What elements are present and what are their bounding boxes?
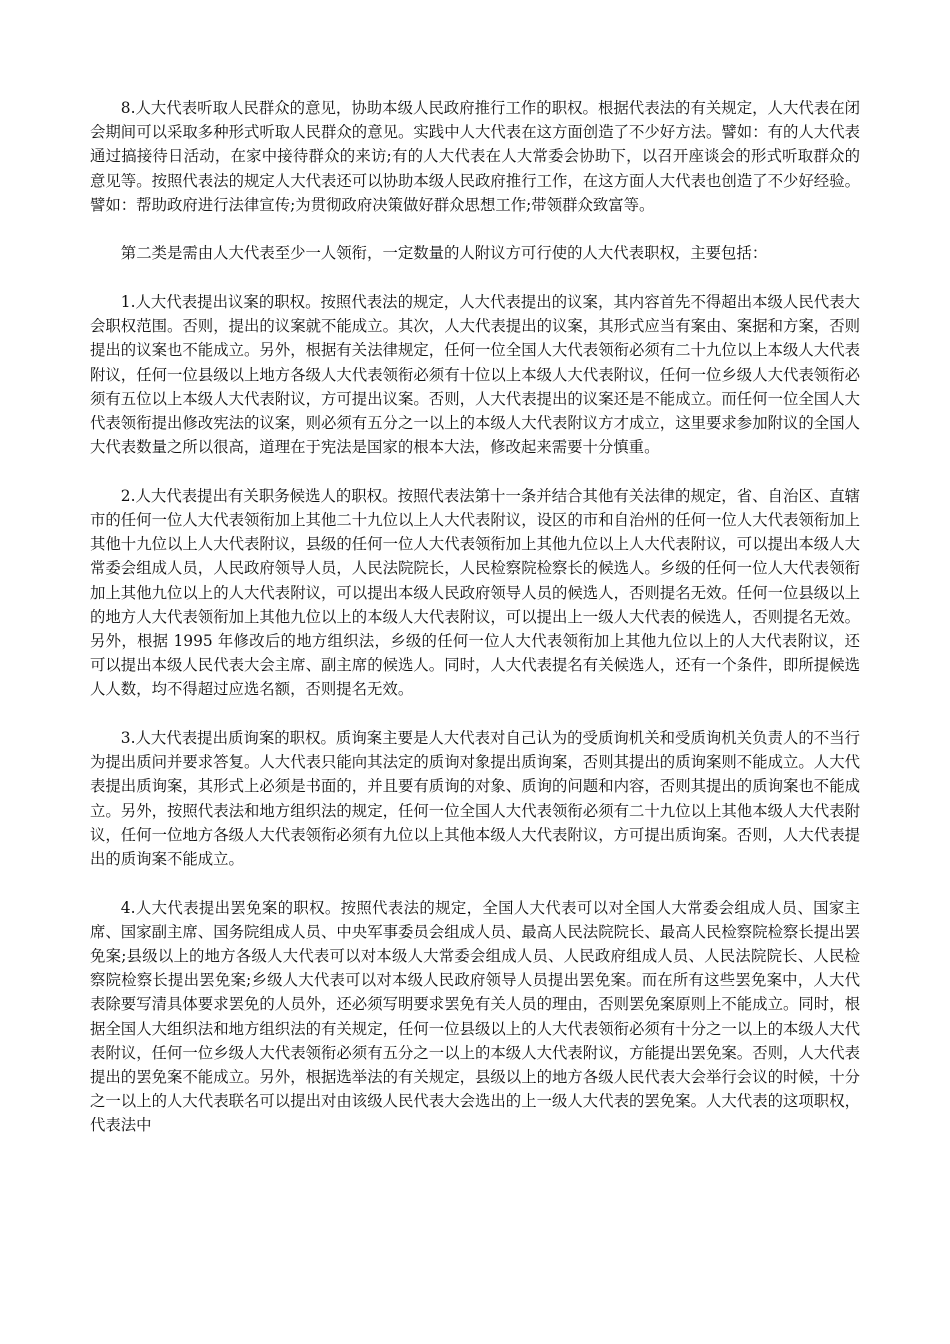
paragraph-section-2-candidates: 2.人大代表提出有关职务候选人的职权。按照代表法第十一条并结合其他有关法律的规定，省、自治区、直辖市的任何一位人大代表领衔加上其他二十九位以上人大代表附议，设区的市和自治州的任何一位人大代表领衔加上其他十九位以上人大代表附议，县级的任何一位人大代表领衔加上其他九位以上人大代表附议，可以提出本级人大常委会组成人员，人民政府领导人员，人民法院院长，人民检察院检察长的候选人。乡级的任何一位人大代表领衔加上其他九位以上的人大代表附议，可以提出本级人民政府领导人员的候选人，否则提名无效。任何一位县级以上的地方人大代表领衔加上其他九位以上的本级人大代表附议，可以提出上一级人大代表的候选人，否则提名无效。另外，根据 1995 年修改后的地方组织法，乡级的任何一位人大代表领衔加上其他九位以上的人大代表附议，还可以提出本级人民代表大会主席、副主席的候选人。同时，人大代表提名有关候选人，还有一个条件，即所提候选人人数，均不得超过应选名额，否则提名无效。 [90,486,860,699]
paragraph-section-8: 8.人大代表听取人民群众的意见，协助本级人民政府推行工作的职权。根据代表法的有关规定，人大代表在闭会期间可以采取多种形式听取人民群众的意见。实践中人大代表在这方面创造了不少好方法。譬如：有的人大代表通过搞接待日活动，在家中接待群众的来访;有的人大代表在人大常委会协助下，以召开座谈会的形式听取群众的意见等。按照代表法的规定人大代表还可以协助本级人民政府推行工作，在这方面人大代表也创造了不少好经验。譬如：帮助政府进行法律宣传;为贯彻政府决策做好群众思想工作;带领群众致富等。 [90,99,860,214]
paragraph-category-two-intro: 第二类是需由人大代表至少一人领衔，一定数量的人附议方可行使的人大代表职权，主要包括： [120,244,768,263]
paragraph-section-4-recall: 4.人大代表提出罢免案的职权。按照代表法的规定，全国人大代表可以对全国人大常委会组成人员、国家主席、国家副主席、国务院组成人员、中央军事委员会组成人员、最高人民法院院长、最高人民检察院检察长提出罢免案;县级以上的地方各级人大代表可以对本级人大常委会组成人员、人民政府组成人员、人民法院院长、人民检察院检察长提出罢免案;乡级人大代表可以对本级人民政府领导人员提出罢免案。而在所有这些罢免案中，人大代表除要写清具体要求罢免的人员外，还必须写明要求罢免有关人员的理由，否则罢免案原则上不能成立。同时，根据全国人大组织法和地方组织法的有关规定，任何一位县级以上的人大代表领衔必须有十分之一以上的本级人大代表附议，任何一位乡级人大代表领衔必须有五分之一以上的本级人大代表附议，方能提出罢免案。否则，人大代表提出的罢免案不能成立。另外，根据选举法的有关规定，县级以上的地方各级人民代表大会举行会议的时候，十分之一以上的人大代表联名可以提出对由该级人民代表大会选出的上一级人大代表的罢免案。人大代表的这项职权，代表法中 [90,898,860,1135]
paragraph-section-1-motion: 1.人大代表提出议案的职权。按照代表法的规定，人大代表提出的议案，其内容首先不得超出本级人民代表大会职权范围。否则，提出的议案就不能成立。其次，人大代表提出的议案，其形式应当有案由、案据和方案，否则提出的议案也不能成立。另外，根据有关法律规定，任何一位全国人大代表领衔必须有二十九位以上本级人大代表附议，任何一位县级以上地方各级人大代表领衔必须有十位以上本级人大代表附议，任何一位乡级人大代表领衔必须有五位以上本级人大代表附议，方可提出议案。否则，人大代表提出的议案还是不能成立。而任何一位全国人大代表领衔提出修改宪法的议案，则必须有五分之一以上的本级人大代表附议方才成立，这里要求参加附议的全国人大代表数量之所以很高，道理在于宪法是国家的根本大法，修改起来需要十分慎重。 [90,293,860,457]
paragraph-section-3-inquiry: 3.人大代表提出质询案的职权。质询案主要是人大代表对自己认为的受质询机关和受质询机关负责人的不当行为提出质问并要求答复。人大代表只能向其法定的质询对象提出质询案，否则其提出的质询案则不能成立。人大代表提出质询案，其形式上必须是书面的，并且要有质询的对象、质询的问题和内容，否则其提出的质询案也不能成立。另外，按照代表法和地方组织法的规定，任何一位全国人大代表领衔必须有二十九位以上其他本级人大代表附议，任何一位地方各级人大代表领衔必须有九位以上其他本级人大代表附议，方可提出质询案。否则，人大代表提出的质询案不能成立。 [90,729,860,869]
document-body [90,96,860,1162]
